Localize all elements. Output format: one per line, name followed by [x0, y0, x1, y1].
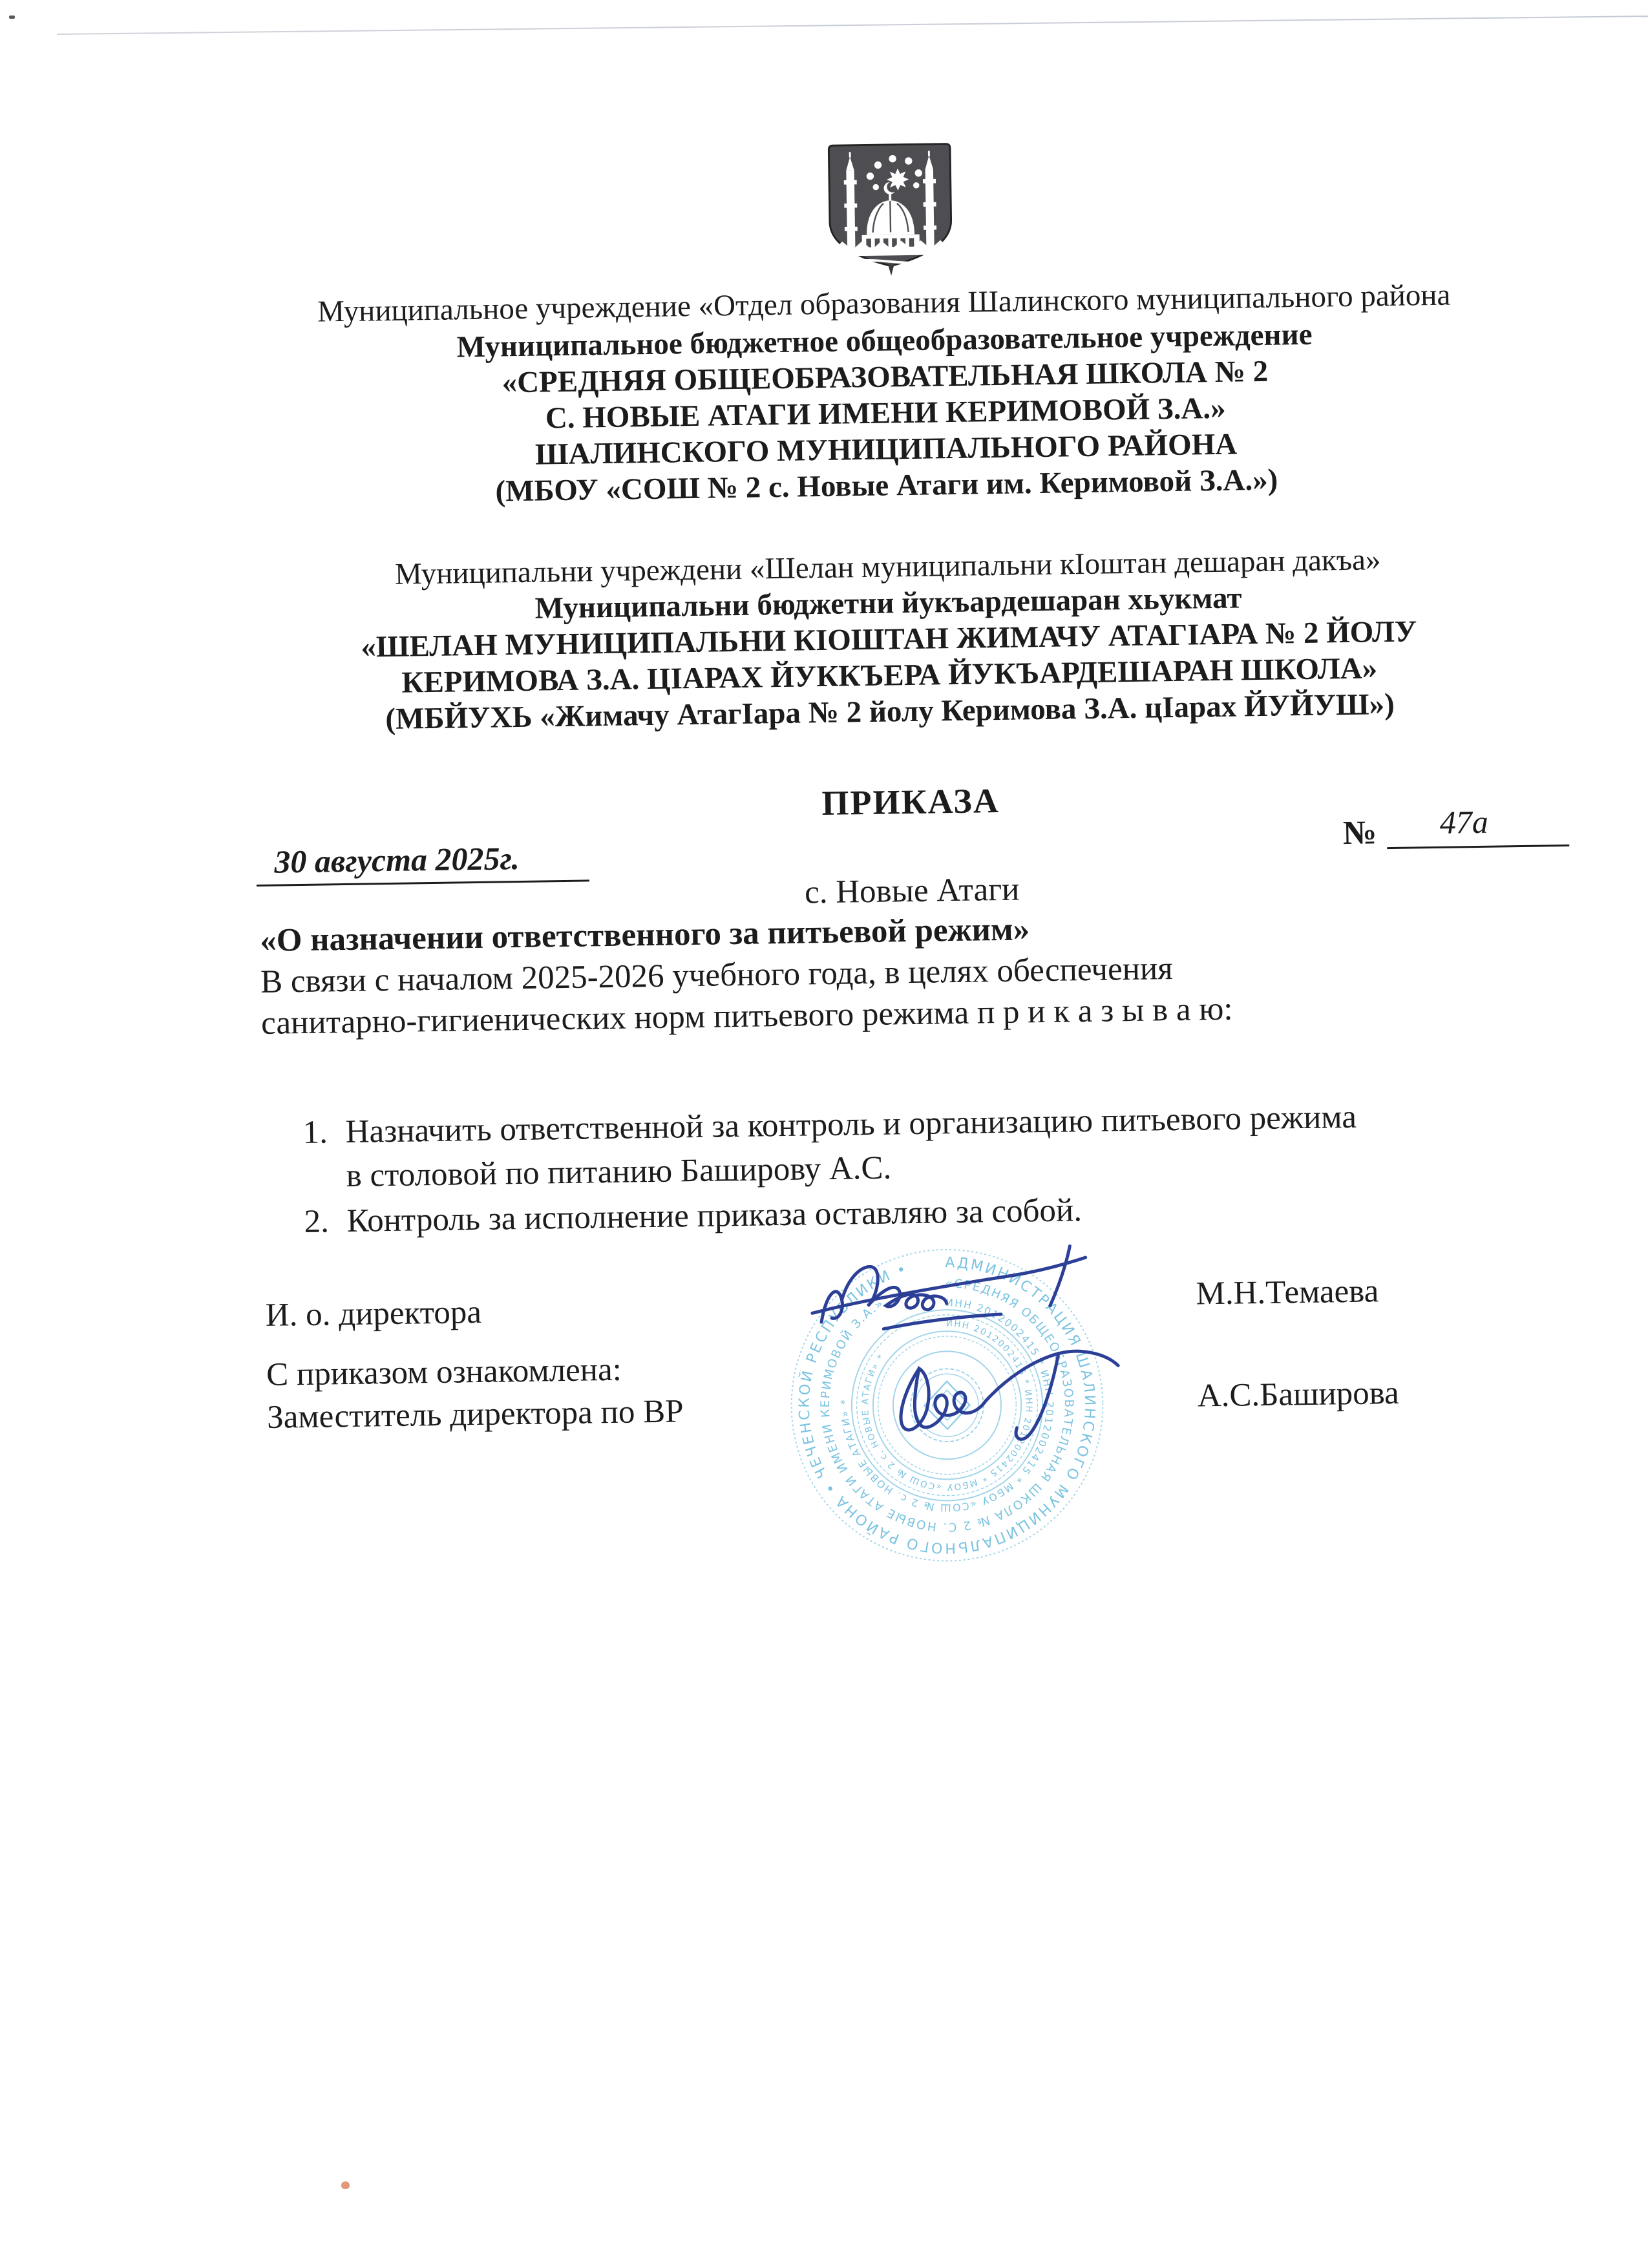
letterhead-che-line1: Муниципальни учреждени «Шелан муниципальни кIоштан дешаран дакъа»	[394, 543, 1381, 591]
order-title: ПРИКАЗА	[821, 781, 1000, 823]
order-number-value: 47а	[1439, 803, 1489, 841]
body-line2: санитарно-гигиенических норм питьевого режима п р и к а з ы в а ю:	[260, 991, 1233, 1042]
subject-line: «О назначении ответственного за питьевой режим»	[259, 911, 1030, 959]
district-emblem	[819, 140, 962, 279]
letterhead-ru-line2: Муниципальное бюджетное общеобразовательное учреждение	[456, 317, 1313, 364]
order-item-1-text-line2: в столовой по питанию Баширову А.С.	[346, 1150, 892, 1195]
acknowledgement-line: С приказом ознакомлена:	[266, 1351, 622, 1393]
order-item-1-text-line1: Назначить ответственной за контроль и организацию питьевого режима	[345, 1098, 1357, 1151]
body-line1: В связи с началом 2025-2026 учебного года, в целях обеспечения	[260, 950, 1174, 1000]
letterhead-ru-line3: «СРЕДНЯЯ ОБЩЕОБРАЗОВАТЕЛЬНАЯ ШКОЛА № 2	[502, 354, 1269, 400]
stamp-core-ring-text: ИНН 2012002415 * ИНН 2012002415 * МБОУ «СОШ № 2 с. НОВЫЕ АТАГИ» *	[860, 1318, 1034, 1493]
letterhead-ru-line1: Муниципальное учреждение «Отдел образования Шалинского муниципального района	[317, 278, 1451, 329]
order-item-1-number: 1.	[302, 1114, 328, 1151]
mosque-base	[862, 235, 920, 250]
order-date: 30 августа 2025г.	[273, 839, 520, 880]
order-item-2	[304, 1192, 1082, 1241]
place-line: с. Новые Атаги	[804, 871, 1020, 911]
emblem-shield-tip	[888, 265, 894, 276]
stamp-outer-ring-text: АДМИНИСТРАЦИЯ ШАЛИНСКОГО МУНИЦИПАЛЬНОГО РАЙОНА • ЧЕЧЕНСКОЙ РЕСПУБЛИКИ •	[796, 1254, 1099, 1557]
letterhead-che-line4: КЕРИМОВА З.А. ЦIАРАХ ЙУККЪЕРА ЙУКЪАРДЕШАРАН ШКОЛА»	[401, 651, 1378, 700]
letterhead-che-line2: Муниципальни бюджетни йукъардешаран хьукмат	[534, 581, 1242, 625]
letterhead-ru-line5: ШАЛИНСКОГО МУНИЦИПАЛЬНОГО РАЙОНА	[534, 427, 1238, 472]
number-underline	[1387, 845, 1569, 849]
order-item-2-number: 2.	[304, 1203, 330, 1240]
stamp-middle-ring-text: «СРЕДНЯЯ ОБЩЕОБРАЗОВАТЕЛЬНАЯ ШКОЛА № 2 С. НОВЫЕ АТАГИ ИМЕНИ КЕРИМОВОЙ З.А.»	[818, 1277, 1076, 1534]
order-item-1	[302, 1098, 1357, 1151]
director-signature	[806, 1242, 1111, 1356]
signer-role-director: И. о. директора	[265, 1294, 482, 1334]
letterhead-ru-line6: (МБОУ «СОШ № 2 с. Новые Атаги им. Керимовой З.А.»)	[495, 463, 1278, 509]
order-number-label: №	[1342, 814, 1377, 852]
letterhead-che-line3: «ШЕЛАН МУНИЦИПАЛЬНИ КIОШТАН ЖИМАЧУ АТАГIАРА № 2 ЙОЛУ	[360, 614, 1417, 664]
signer-name-director: М.Н.Темаева	[1196, 1273, 1379, 1312]
letterhead-ru-line4: С. НОВЫЕ АТАГИ ИМЕНИ КЕРИМОВОЙ З.А.»	[545, 391, 1226, 436]
letterhead-che-line5: (МБЙУХЬ «Жимачу АтагIара № 2 йолу Керимова З.А. цIарах ЙУЙУШ»)	[385, 687, 1395, 737]
deputy-signature	[836, 1343, 1136, 1461]
signer-name-deputy: А.С.Баширова	[1197, 1374, 1400, 1414]
order-item-2-text: Контроль за исполнение приказа оставляю за собой.	[346, 1192, 1083, 1240]
stamp-inner-ring-text: ИНН 2012002415 * ИНН 2012002415 * МБОУ «СОШ № 2 с. НОВЫЕ АТАГИ» *	[838, 1297, 1055, 1514]
signer-role-deputy: Заместитель директора по ВР	[266, 1393, 684, 1436]
